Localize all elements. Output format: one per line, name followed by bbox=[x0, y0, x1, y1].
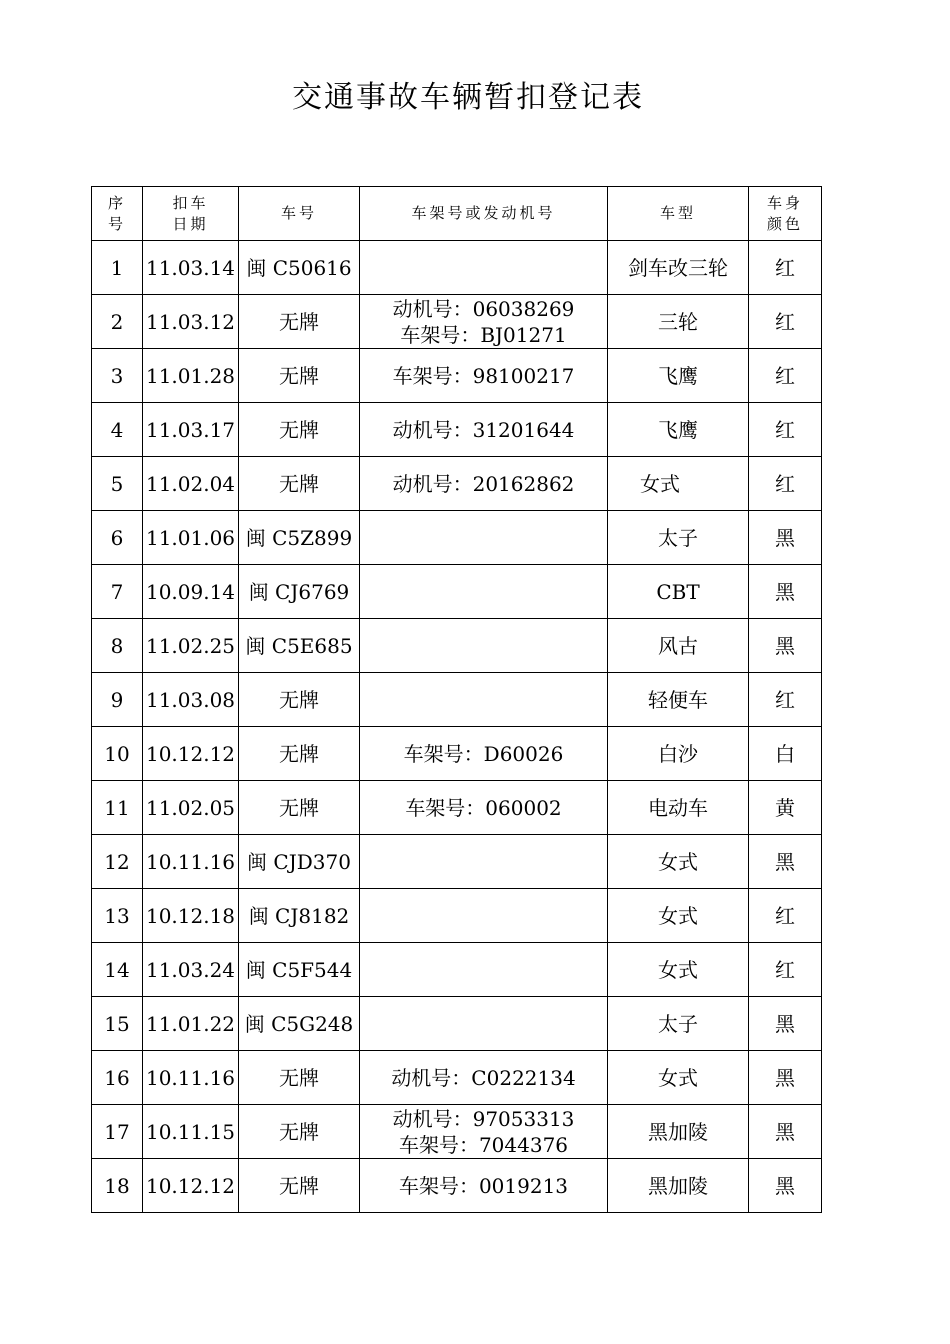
page-title: 交通事故车辆暂扣登记表 bbox=[292, 80, 644, 115]
cell-plate: 无牌 bbox=[239, 1159, 360, 1213]
cell-no: 11 bbox=[92, 781, 143, 835]
vin-line: 车架号：BJ01271 bbox=[400, 322, 567, 347]
cell-brand: 白沙 bbox=[608, 727, 749, 781]
vin-line: 动机号：C0222134 bbox=[391, 1065, 576, 1090]
cell-color: 黑 bbox=[749, 1159, 822, 1213]
cell-brand: 飞鹰 bbox=[608, 349, 749, 403]
cell-date: 11.02.05 bbox=[143, 781, 239, 835]
cell-plate: 无牌 bbox=[239, 1051, 360, 1105]
cell-brand: 太子 bbox=[608, 997, 749, 1051]
cell-brand: 黑加陵 bbox=[608, 1159, 749, 1213]
cell-date: 10.11.16 bbox=[143, 835, 239, 889]
cell-vin bbox=[360, 1159, 608, 1213]
cell-brand: 剑车改三轮 bbox=[608, 241, 749, 295]
header-no bbox=[92, 187, 143, 241]
table-row bbox=[92, 835, 822, 889]
vin-line: 车架号：D60026 bbox=[403, 741, 564, 766]
table-row bbox=[92, 457, 822, 511]
cell-date: 11.01.22 bbox=[143, 997, 239, 1051]
cell-color: 黑 bbox=[749, 1051, 822, 1105]
cell-date: 10.12.12 bbox=[143, 727, 239, 781]
cell-date: 11.03.17 bbox=[143, 403, 239, 457]
vin-line: 动机号：06038269 bbox=[392, 296, 575, 321]
cell-brand: 黑加陵 bbox=[608, 1105, 749, 1159]
cell-brand: 女式 bbox=[608, 1051, 749, 1105]
cell-vin bbox=[360, 295, 608, 349]
cell-vin bbox=[360, 1051, 608, 1105]
header-vin: 车架号或发动机号 bbox=[360, 187, 608, 241]
cell-color: 黑 bbox=[749, 511, 822, 565]
cell-plate: 闽 C5F544 bbox=[239, 943, 360, 997]
table-header-row bbox=[92, 187, 822, 241]
cell-date: 11.03.12 bbox=[143, 295, 239, 349]
cell-vin bbox=[360, 349, 608, 403]
cell-color: 黑 bbox=[749, 619, 822, 673]
cell-vin bbox=[360, 781, 608, 835]
cell-plate: 闽 C5G248 bbox=[239, 997, 360, 1051]
cell-no: 5 bbox=[92, 457, 143, 511]
cell-color: 红 bbox=[749, 673, 822, 727]
cell-date: 11.02.25 bbox=[143, 619, 239, 673]
header-color-line-2: 颜色 bbox=[766, 214, 803, 233]
cell-no: 3 bbox=[92, 349, 143, 403]
cell-no: 16 bbox=[92, 1051, 143, 1105]
cell-date: 10.09.14 bbox=[143, 565, 239, 619]
cell-brand: 女式 bbox=[608, 889, 749, 943]
cell-date: 10.11.16 bbox=[143, 1051, 239, 1105]
header-date-line-1: 扣车 bbox=[172, 193, 209, 212]
vin-line: 车架号：060002 bbox=[405, 795, 562, 820]
cell-color: 红 bbox=[749, 295, 822, 349]
cell-no: 6 bbox=[92, 511, 143, 565]
cell-color: 黑 bbox=[749, 835, 822, 889]
header-date-line-2: 日期 bbox=[172, 214, 209, 233]
table-row bbox=[92, 511, 822, 565]
table-row bbox=[92, 295, 822, 349]
vin-line: 动机号：31201644 bbox=[392, 417, 575, 442]
cell-brand: 女式 bbox=[608, 943, 749, 997]
cell-vin bbox=[360, 997, 608, 1051]
cell-no: 12 bbox=[92, 835, 143, 889]
table-row bbox=[92, 241, 822, 295]
cell-date: 11.03.14 bbox=[143, 241, 239, 295]
cell-plate: 无牌 bbox=[239, 727, 360, 781]
table-row bbox=[92, 673, 822, 727]
vehicle-register-table bbox=[91, 186, 822, 1213]
cell-no: 18 bbox=[92, 1159, 143, 1213]
table-row bbox=[92, 997, 822, 1051]
cell-vin bbox=[360, 943, 608, 997]
table-row bbox=[92, 727, 822, 781]
cell-plate: 闽 CJD370 bbox=[239, 835, 360, 889]
header-date bbox=[143, 187, 239, 241]
cell-plate: 无牌 bbox=[239, 673, 360, 727]
cell-date: 10.12.12 bbox=[143, 1159, 239, 1213]
table-body bbox=[92, 241, 822, 1213]
cell-vin bbox=[360, 673, 608, 727]
cell-plate: 无牌 bbox=[239, 349, 360, 403]
header-brand: 车型 bbox=[608, 187, 749, 241]
cell-no: 15 bbox=[92, 997, 143, 1051]
cell-brand: 女式 bbox=[608, 457, 749, 511]
vin-line: 车架号：7044376 bbox=[398, 1132, 569, 1157]
vin-line: 车架号：98100217 bbox=[392, 363, 575, 388]
table-row bbox=[92, 1159, 822, 1213]
table-row bbox=[92, 1105, 822, 1159]
table-row bbox=[92, 349, 822, 403]
header-no-line-2: 号 bbox=[107, 214, 126, 233]
header-color bbox=[749, 187, 822, 241]
cell-no: 7 bbox=[92, 565, 143, 619]
cell-vin bbox=[360, 835, 608, 889]
cell-date: 11.02.04 bbox=[143, 457, 239, 511]
cell-no: 14 bbox=[92, 943, 143, 997]
cell-color: 黄 bbox=[749, 781, 822, 835]
cell-date: 11.01.06 bbox=[143, 511, 239, 565]
header-no-line-1: 序 bbox=[107, 193, 126, 212]
cell-brand: 飞鹰 bbox=[608, 403, 749, 457]
cell-color: 红 bbox=[749, 241, 822, 295]
cell-brand: 电动车 bbox=[608, 781, 749, 835]
cell-plate: 无牌 bbox=[239, 781, 360, 835]
cell-no: 2 bbox=[92, 295, 143, 349]
cell-plate: 闽 C5Z899 bbox=[239, 511, 360, 565]
cell-color: 红 bbox=[749, 943, 822, 997]
cell-plate: 无牌 bbox=[239, 295, 360, 349]
table-row bbox=[92, 565, 822, 619]
vin-line: 动机号：97053313 bbox=[392, 1106, 575, 1131]
cell-plate: 闽 CJ6769 bbox=[239, 565, 360, 619]
cell-color: 黑 bbox=[749, 997, 822, 1051]
cell-color: 红 bbox=[749, 457, 822, 511]
cell-brand: 轻便车 bbox=[608, 673, 749, 727]
cell-date: 11.01.28 bbox=[143, 349, 239, 403]
cell-no: 13 bbox=[92, 889, 143, 943]
vin-line: 动机号：20162862 bbox=[392, 471, 575, 496]
cell-vin bbox=[360, 241, 608, 295]
cell-color: 红 bbox=[749, 403, 822, 457]
cell-brand: 三轮 bbox=[608, 295, 749, 349]
cell-plate: 闽 C5E685 bbox=[239, 619, 360, 673]
cell-no: 9 bbox=[92, 673, 143, 727]
cell-vin bbox=[360, 727, 608, 781]
cell-color: 红 bbox=[749, 889, 822, 943]
cell-plate: 无牌 bbox=[239, 403, 360, 457]
cell-vin bbox=[360, 511, 608, 565]
cell-no: 4 bbox=[92, 403, 143, 457]
cell-color: 白 bbox=[749, 727, 822, 781]
cell-color: 红 bbox=[749, 349, 822, 403]
cell-vin bbox=[360, 619, 608, 673]
table-row bbox=[92, 1051, 822, 1105]
cell-vin bbox=[360, 565, 608, 619]
cell-plate: 闽 CJ8182 bbox=[239, 889, 360, 943]
header-plate: 车号 bbox=[239, 187, 360, 241]
cell-vin bbox=[360, 403, 608, 457]
vin-line: 车架号：0019213 bbox=[398, 1173, 569, 1198]
cell-no: 17 bbox=[92, 1105, 143, 1159]
cell-color: 黑 bbox=[749, 1105, 822, 1159]
table-row bbox=[92, 619, 822, 673]
cell-no: 10 bbox=[92, 727, 143, 781]
cell-brand: 女式 bbox=[608, 835, 749, 889]
cell-brand: CBT bbox=[608, 565, 749, 619]
cell-no: 8 bbox=[92, 619, 143, 673]
cell-vin bbox=[360, 457, 608, 511]
cell-date: 10.11.15 bbox=[143, 1105, 239, 1159]
cell-brand: 风古 bbox=[608, 619, 749, 673]
cell-date: 11.03.24 bbox=[143, 943, 239, 997]
table-row bbox=[92, 781, 822, 835]
cell-vin bbox=[360, 889, 608, 943]
cell-no: 1 bbox=[92, 241, 143, 295]
table-row bbox=[92, 403, 822, 457]
cell-plate: 无牌 bbox=[239, 1105, 360, 1159]
cell-brand: 太子 bbox=[608, 511, 749, 565]
table-row bbox=[92, 943, 822, 997]
cell-plate: 无牌 bbox=[239, 457, 360, 511]
cell-date: 11.03.08 bbox=[143, 673, 239, 727]
header-color-line-1: 车身 bbox=[766, 193, 803, 212]
table-row bbox=[92, 889, 822, 943]
cell-date: 10.12.18 bbox=[143, 889, 239, 943]
cell-vin bbox=[360, 1105, 608, 1159]
cell-color: 黑 bbox=[749, 565, 822, 619]
cell-plate: 闽 C50616 bbox=[239, 241, 360, 295]
